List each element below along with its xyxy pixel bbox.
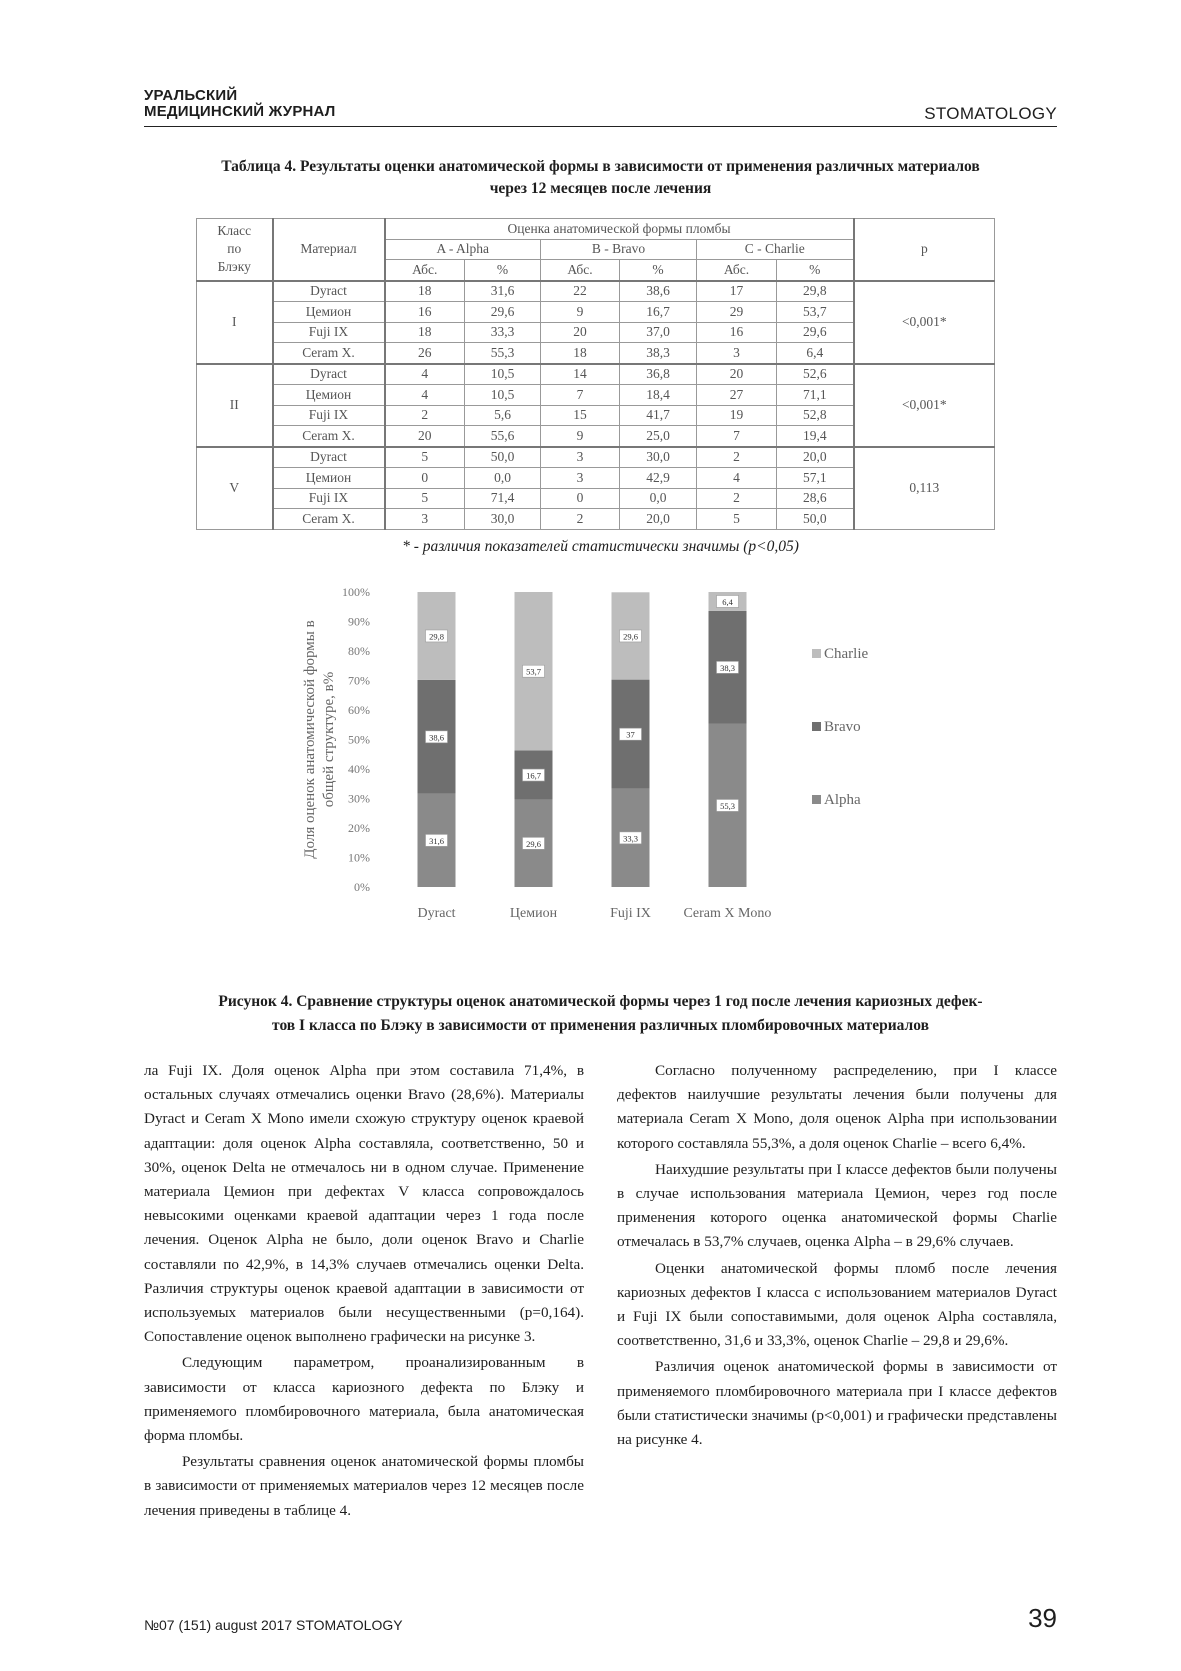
- value-cell: 20: [385, 426, 465, 447]
- data-label: 16,7: [526, 770, 541, 781]
- y-tick-label: 0%: [354, 880, 370, 894]
- value-cell: 71,4: [465, 488, 541, 509]
- value-cell: 18,4: [620, 385, 697, 406]
- head-material: Материал: [273, 219, 385, 281]
- journal-title-line2: МЕДИЦИНСКИЙ ЖУРНАЛ: [144, 103, 336, 120]
- value-cell: 6,4: [777, 343, 854, 364]
- y-tick-label: 20%: [348, 821, 370, 835]
- value-cell: 20,0: [620, 509, 697, 530]
- value-cell: 29,6: [465, 302, 541, 323]
- material-cell: Ceram X.: [273, 343, 385, 364]
- section-label: STOMATOLOGY: [924, 104, 1057, 123]
- y-axis-label: Доля оценок анатомической формы в общей структуре, в%: [302, 620, 337, 859]
- data-label: 38,3: [720, 662, 735, 673]
- y-tick-label: 10%: [348, 850, 370, 865]
- head-pct: %: [777, 260, 854, 281]
- value-cell: 2: [697, 488, 777, 509]
- value-cell: 57,1: [777, 468, 854, 489]
- value-cell: 5: [385, 488, 465, 509]
- value-cell: 16: [697, 322, 777, 343]
- legend-label: Alpha: [824, 792, 861, 808]
- value-cell: 4: [385, 385, 465, 406]
- material-cell: Цемион: [273, 468, 385, 489]
- y-tick-label: 60%: [348, 703, 370, 717]
- value-cell: 15: [541, 405, 620, 426]
- p-value-cell: 0,113: [854, 447, 995, 530]
- p-value-cell: <0,001*: [854, 364, 995, 447]
- y-tick-label: 70%: [348, 673, 370, 688]
- y-tick-label: 80%: [348, 644, 370, 658]
- value-cell: 2: [541, 509, 620, 530]
- value-cell: 28,6: [777, 488, 854, 509]
- value-cell: 29,6: [777, 322, 854, 343]
- value-cell: 3: [385, 509, 465, 530]
- value-cell: 30,0: [620, 447, 697, 468]
- data-label: 33,3: [623, 833, 638, 844]
- body-paragraph: Согласно полученному распределению, при I классе дефектов наилучшие результаты лечения были получены для материала Ceram X Mono, доля оценок Alpha при использовании которого составляла 55,3%, а доля оценок Charlie – всего 6,4%.: [617, 1062, 1057, 1152]
- head-abs: Абс.: [697, 260, 777, 281]
- body-paragraph: Следующим параметром, проанализированным в зависимости от класса кариозного дефекта по Блэку и применяемого пломбировочного материала, была анатомическая форма пломбы.: [144, 1354, 584, 1445]
- table-caption-line1: Таблица 4. Результаты оценки анатомической формы в зависимости от применения различных материалов: [221, 158, 980, 175]
- legend-swatch: [812, 649, 821, 658]
- value-cell: 20: [697, 364, 777, 385]
- value-cell: 0: [541, 488, 620, 509]
- value-cell: 42,9: [620, 468, 697, 489]
- table-note: * - различия показателей статистически значимы (p<0,05): [402, 538, 799, 555]
- head-p: p: [854, 219, 995, 281]
- data-label: 55,3: [720, 800, 735, 811]
- value-cell: 29,8: [777, 281, 854, 302]
- x-tick-label: Ceram X Mono: [683, 906, 772, 921]
- table-caption: [144, 156, 1057, 200]
- value-cell: 2: [385, 405, 465, 426]
- value-cell: 31,6: [465, 281, 541, 302]
- value-cell: 4: [385, 364, 465, 385]
- legend-swatch: [812, 795, 821, 804]
- body-column-left: [144, 1059, 584, 1525]
- head-alpha: A - Alpha: [385, 239, 541, 260]
- value-cell: 55,6: [465, 426, 541, 447]
- data-label: 6,4: [722, 596, 733, 607]
- table-caption-line2: через 12 месяцев после лечения: [489, 180, 712, 197]
- value-cell: 22: [541, 281, 620, 302]
- y-tick-label: 50%: [348, 732, 370, 747]
- value-cell: 0,0: [620, 488, 697, 509]
- class-cell: V: [197, 447, 273, 530]
- value-cell: 37,0: [620, 322, 697, 343]
- value-cell: 19: [697, 405, 777, 426]
- material-cell: Цемион: [273, 302, 385, 323]
- value-cell: 50,0: [777, 509, 854, 530]
- figure-caption: [144, 990, 1057, 1038]
- class-cell: I: [197, 281, 273, 364]
- value-cell: 25,0: [620, 426, 697, 447]
- head-class-line1: Класс: [217, 223, 252, 239]
- p-value-cell: <0,001*: [854, 281, 995, 364]
- y-tick-label: 100%: [342, 585, 370, 599]
- body-paragraph: Оценки анатомической формы пломб после лечения кариозных дефектов I класса с использованием материалов Dyract и Fuji IX были сопоставимыми, доля оценок Alpha составляла, соответственно, 31,6 и 33,3%, оценок Charlie – 29,8 и 29,6%.: [617, 1259, 1057, 1350]
- x-tick-label: Цемион: [509, 906, 558, 921]
- value-cell: 3: [697, 343, 777, 364]
- journal-title-line1: УРАЛЬСКИЙ: [144, 87, 238, 104]
- x-tick-label: Dyract: [417, 906, 456, 921]
- class-cell: II: [197, 364, 273, 447]
- value-cell: 55,3: [465, 343, 541, 364]
- body-column-right: [617, 1059, 1057, 1454]
- material-cell: Dyract: [273, 364, 385, 385]
- value-cell: 9: [541, 426, 620, 447]
- material-cell: Fuji IX: [273, 488, 385, 509]
- value-cell: 3: [541, 468, 620, 489]
- footer-issue: №07 (151) august 2017 STOMATOLOGY: [144, 1617, 403, 1633]
- results-table: [196, 218, 995, 530]
- table-body: [197, 281, 995, 530]
- value-cell: 19,4: [777, 426, 854, 447]
- y-tick-label: 90%: [348, 614, 370, 629]
- value-cell: 18: [385, 281, 465, 302]
- value-cell: 50,0: [465, 447, 541, 468]
- value-cell: 20,0: [777, 447, 854, 468]
- legend-label: Bravo: [824, 719, 861, 735]
- body-paragraph: ла Fuji IX. Доля оценок Alpha при этом составила 71,4%, в остальных случаях отмечались оценки Bravo (28,6%). Материалы Dyract и Ceram X Mono имели схожую структуру оценок краевой адаптации: доля оценок Alpha составляла, соответственно, 50 и 30%, оценок Delta не отмечалось ни в одном случае. Применение материала Цемион при дефектах V класса сопровождалось невысокими оценками краевой адаптации через 1 года после лечения. Оценок Alpha не было, доли оценок Bravo и Charlie составляли по 42,9%, в 14,3% случаев отмечались оценки Delta. Различия структуры оценок краевой адаптации в зависимости от используемых материалов были несущественными (p=0,164). Сопоставление оценок выполнено графически на рисунке 3.: [144, 1062, 584, 1346]
- value-cell: 27: [697, 385, 777, 406]
- stacked-bar-chart: [290, 580, 890, 950]
- head-class: [197, 219, 273, 281]
- table-row: [197, 364, 995, 385]
- value-cell: 17: [697, 281, 777, 302]
- value-cell: 7: [697, 426, 777, 447]
- figure-caption-line2: тов I класса по Блэку в зависимости от применения различных пломбировочных материалов: [272, 1017, 929, 1034]
- material-cell: Ceram X.: [273, 509, 385, 530]
- value-cell: 10,5: [465, 364, 541, 385]
- data-label: 37: [626, 729, 635, 740]
- value-cell: 5: [385, 447, 465, 468]
- head-charlie: C - Charlie: [697, 239, 854, 260]
- material-cell: Ceram X.: [273, 426, 385, 447]
- header-rule: [144, 126, 1057, 127]
- material-cell: Цемион: [273, 385, 385, 406]
- value-cell: 38,3: [620, 343, 697, 364]
- material-cell: Fuji IX: [273, 405, 385, 426]
- figure-caption-line1: Рисунок 4. Сравнение структуры оценок анатомической формы через 1 год после лечения кариозных дефек-: [218, 993, 983, 1010]
- legend-label: Charlie: [824, 646, 869, 662]
- value-cell: 36,8: [620, 364, 697, 385]
- table-row: [197, 447, 995, 468]
- value-cell: 33,3: [465, 322, 541, 343]
- value-cell: 7: [541, 385, 620, 406]
- value-cell: 9: [541, 302, 620, 323]
- data-label: 53,7: [526, 666, 541, 677]
- y-tick-label: 40%: [348, 762, 370, 776]
- value-cell: 16,7: [620, 302, 697, 323]
- legend-swatch: [812, 722, 821, 731]
- value-cell: 26: [385, 343, 465, 364]
- journal-title: [144, 88, 336, 120]
- material-cell: Dyract: [273, 447, 385, 468]
- y-tick-label: 30%: [348, 791, 370, 806]
- value-cell: 14: [541, 364, 620, 385]
- head-class-line3: Блэку: [217, 259, 251, 275]
- value-cell: 53,7: [777, 302, 854, 323]
- value-cell: 5,6: [465, 405, 541, 426]
- value-cell: 30,0: [465, 509, 541, 530]
- material-cell: Fuji IX: [273, 322, 385, 343]
- value-cell: 71,1: [777, 385, 854, 406]
- head-pct: %: [620, 260, 697, 281]
- value-cell: 18: [385, 322, 465, 343]
- value-cell: 10,5: [465, 385, 541, 406]
- value-cell: 0: [385, 468, 465, 489]
- body-paragraph: Наихудшие результаты при I классе дефектов были получены в случае использования материала Цемион, через год после применения которого оценка анатомической формы Charlie отмечалась в 53,7% случаев, оценка Alpha – в 29,6% случаев.: [617, 1160, 1057, 1251]
- value-cell: 41,7: [620, 405, 697, 426]
- page-number: 39: [1028, 1603, 1057, 1633]
- value-cell: 38,6: [620, 281, 697, 302]
- value-cell: 3: [541, 447, 620, 468]
- value-cell: 18: [541, 343, 620, 364]
- value-cell: 4: [697, 468, 777, 489]
- value-cell: 20: [541, 322, 620, 343]
- material-cell: Dyract: [273, 281, 385, 302]
- table-row: [197, 281, 995, 302]
- head-pct: %: [465, 260, 541, 281]
- value-cell: 52,6: [777, 364, 854, 385]
- value-cell: 52,8: [777, 405, 854, 426]
- data-label: 31,6: [429, 835, 444, 846]
- head-abs: Абс.: [385, 260, 465, 281]
- head-class-line2: по: [227, 241, 242, 257]
- head-abs: Абс.: [541, 260, 620, 281]
- head-group: Оценка анатомической формы пломбы: [385, 219, 854, 240]
- data-label: 29,8: [429, 631, 444, 642]
- x-tick-label: Fuji IX: [610, 906, 651, 921]
- value-cell: 5: [697, 509, 777, 530]
- value-cell: 16: [385, 302, 465, 323]
- value-cell: 0,0: [465, 468, 541, 489]
- head-bravo: B - Bravo: [541, 239, 697, 260]
- data-label: 29,6: [526, 838, 541, 849]
- body-paragraph: Различия оценок анатомической формы в зависимости от применяемого пломбировочного материала при I классе дефектов были статистически значимы (p<0,001) и графически представлены на рисунке 4.: [617, 1358, 1057, 1449]
- data-label: 38,6: [429, 732, 444, 743]
- value-cell: 29: [697, 302, 777, 323]
- value-cell: 2: [697, 447, 777, 468]
- body-paragraph: Результаты сравнения оценок анатомической формы пломбы в зависимости от применяемых материалов через 12 месяцев после лечения приведены в таблице 4.: [144, 1453, 584, 1519]
- data-label: 29,6: [623, 631, 638, 642]
